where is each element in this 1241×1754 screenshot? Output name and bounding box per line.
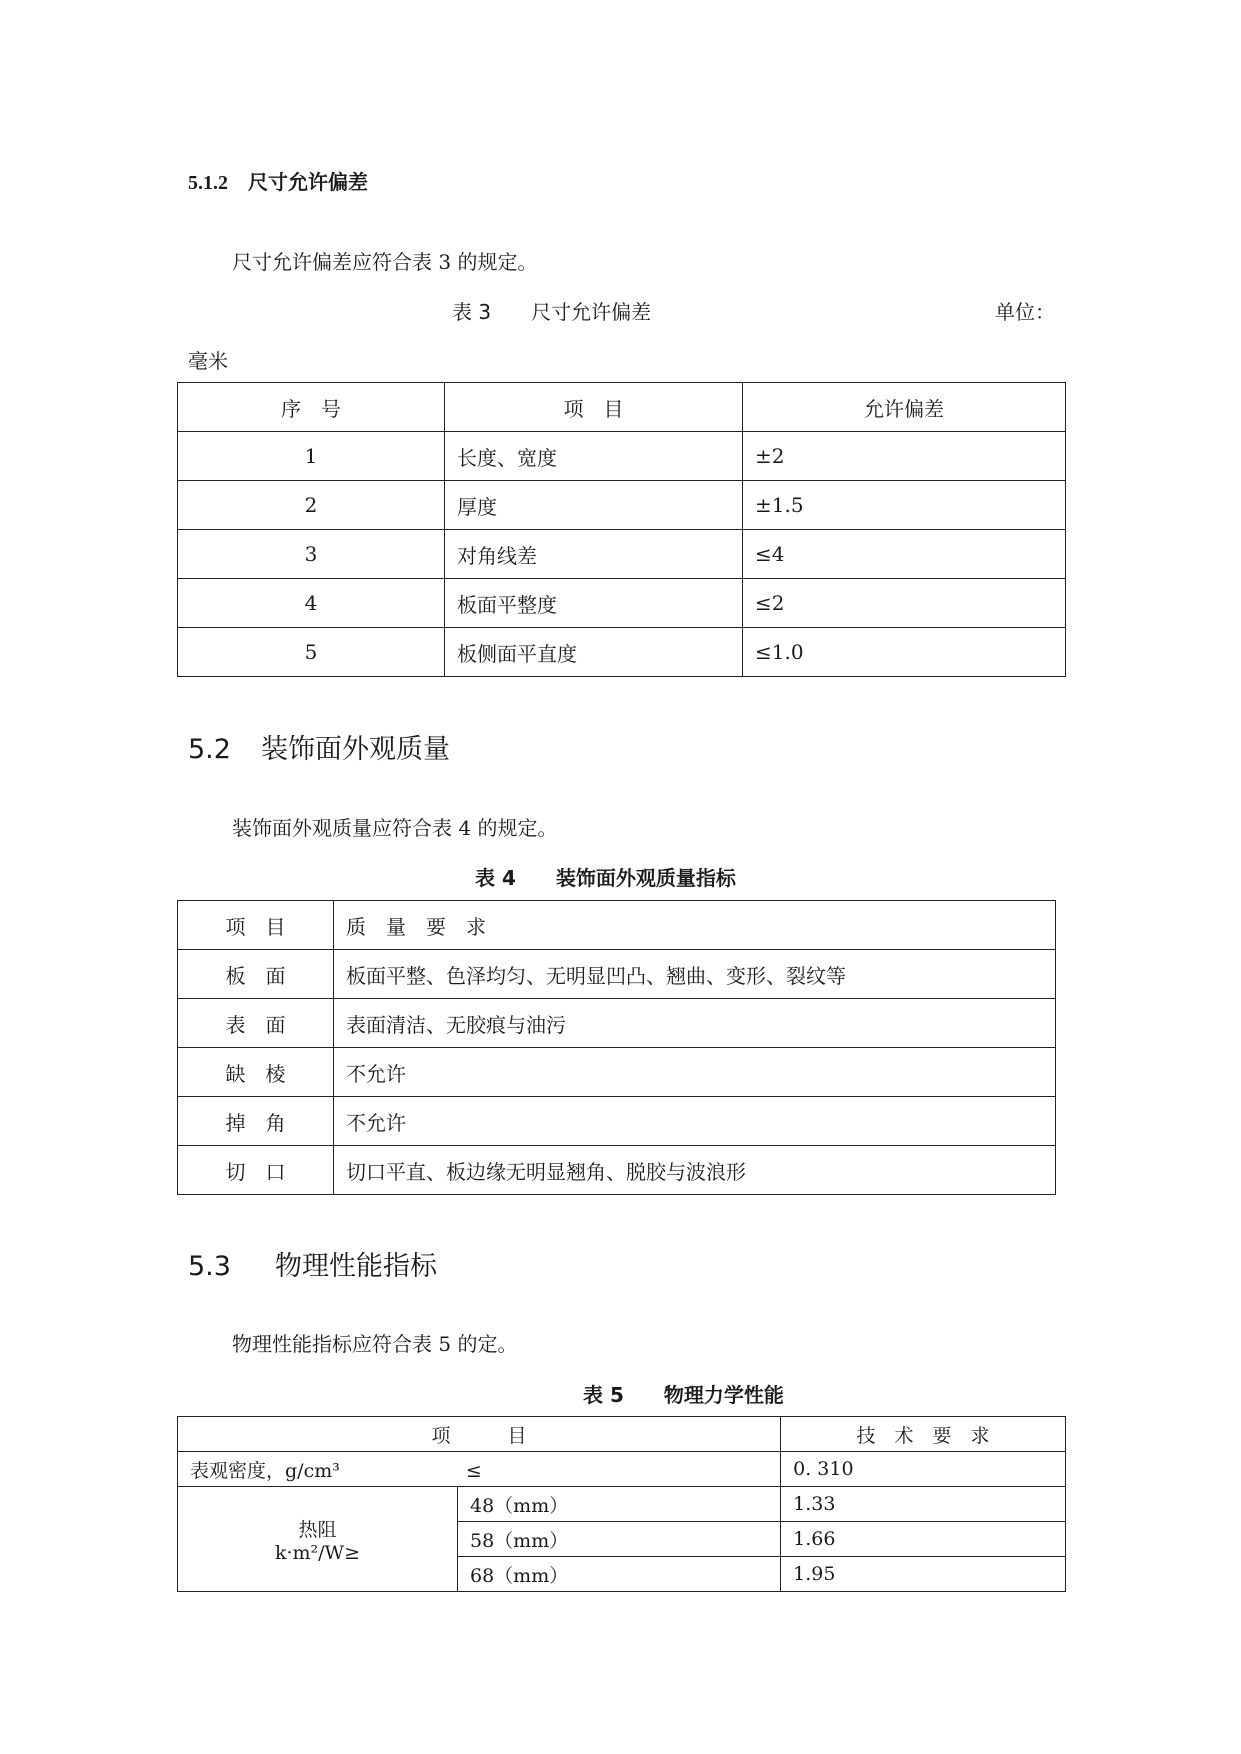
section-5-3-heading (188, 1244, 437, 1283)
thermal-label-cell (178, 1487, 458, 1592)
section-title: 装饰面外观质量 (260, 734, 450, 765)
cell-requirement: 表面清洁、无胶痕与油污 (334, 999, 1056, 1048)
thickness-cell: 48（mm） (458, 1487, 781, 1522)
section-5-1-2-paragraph: 尺寸允许偏差应符合表 3 的规定。 (232, 250, 538, 274)
density-label: 表观密度，g/cm³ (190, 1459, 340, 1482)
table-row (178, 1487, 1066, 1522)
cell-no: 1 (178, 432, 445, 481)
header-cell: 项 目 (445, 383, 743, 432)
section-title: 尺寸允许偏差 (248, 170, 368, 194)
table-5 (177, 1416, 1066, 1592)
cell-item: 板 面 (178, 950, 334, 999)
cell-requirement: 不允许 (334, 1097, 1056, 1146)
header-cell: 项 目 (178, 1417, 781, 1452)
section-number: 5.1.2 (188, 172, 228, 194)
thickness-cell: 68（mm） (458, 1557, 781, 1592)
cell-tolerance: ±2 (743, 432, 1066, 481)
cell-item: 缺 棱 (178, 1048, 334, 1097)
section-5-1-2-heading (188, 166, 368, 195)
section-number: 5.3 (188, 1251, 231, 1282)
table-row (178, 481, 1066, 530)
table-row (178, 432, 1066, 481)
table-header-row (178, 901, 1056, 950)
cell-item: 掉 角 (178, 1097, 334, 1146)
thickness-cell: 58（mm） (458, 1522, 781, 1557)
table-row (178, 1146, 1056, 1195)
section-5-2-heading (188, 727, 450, 766)
header-cell: 项 目 (178, 901, 334, 950)
cell-no: 5 (178, 628, 445, 677)
table-row (178, 579, 1066, 628)
cell-tolerance: ≤1.0 (743, 628, 1066, 677)
cell-tolerance: ≤4 (743, 530, 1066, 579)
cell-requirement: 不允许 (334, 1048, 1056, 1097)
table-3-unit-value: 毫米 (188, 349, 228, 373)
section-title: 物理性能指标 (274, 1251, 437, 1282)
cell-no: 2 (178, 481, 445, 530)
table-row (178, 999, 1056, 1048)
table-row (178, 628, 1066, 677)
table-row (178, 1097, 1056, 1146)
cell-no: 4 (178, 579, 445, 628)
cell-tolerance: ±1.5 (743, 481, 1066, 530)
thermal-label: 热阻 (298, 1518, 337, 1541)
table-3-unit-label: 单位： (995, 300, 1055, 324)
thermal-value: 1.95 (781, 1557, 1066, 1592)
table-row (178, 530, 1066, 579)
table-4 (177, 900, 1056, 1195)
table-row (178, 1452, 1066, 1487)
cell-item: 对角线差 (445, 530, 743, 579)
cell-item: 切 口 (178, 1146, 334, 1195)
table-header-row (178, 383, 1066, 432)
section-5-3-paragraph: 物理性能指标应符合表 5 的定。 (232, 1332, 518, 1356)
table-3 (177, 382, 1066, 677)
cell-no: 3 (178, 530, 445, 579)
cell-requirement: 板面平整、色泽均匀、无明显凹凸、翘曲、变形、裂纹等 (334, 950, 1056, 999)
header-cell: 序 号 (178, 383, 445, 432)
thermal-value: 1.66 (781, 1522, 1066, 1557)
header-cell: 质 量 要 求 (334, 901, 1056, 950)
table-row (178, 1048, 1056, 1097)
cell-tolerance: ≤2 (743, 579, 1066, 628)
cell-item: 长度、宽度 (445, 432, 743, 481)
section-5-2-paragraph: 装饰面外观质量应符合表 4 的规定。 (232, 816, 558, 840)
cell-item: 厚度 (445, 481, 743, 530)
table-3-caption: 表 3 尺寸允许偏差 (452, 300, 652, 324)
section-number: 5.2 (188, 734, 231, 765)
cell-item: 板面平整度 (445, 579, 743, 628)
density-label-cell (178, 1452, 781, 1487)
header-cell: 允许偏差 (743, 383, 1066, 432)
table-row (178, 950, 1056, 999)
density-sign: ≤ (465, 1459, 482, 1482)
table-header-row (178, 1417, 1066, 1452)
cell-item: 表 面 (178, 999, 334, 1048)
cell-requirement: 切口平直、板边缘无明显翘角、脱胶与波浪形 (334, 1146, 1056, 1195)
thermal-value: 1.33 (781, 1487, 1066, 1522)
density-value: 0. 310 (781, 1452, 1066, 1487)
table-4-caption: 表 4 装饰面外观质量指标 (475, 866, 736, 890)
table-5-caption: 表 5 物理力学性能 (583, 1383, 784, 1407)
thermal-unit: k·m²/W≥ (274, 1541, 361, 1564)
header-cell: 技 术 要 求 (781, 1417, 1066, 1452)
cell-item: 板侧面平直度 (445, 628, 743, 677)
